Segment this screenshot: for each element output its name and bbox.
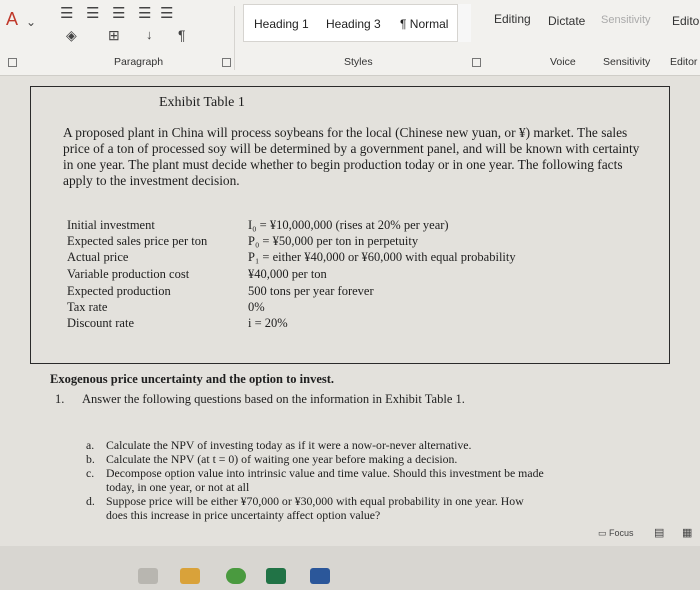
exhibit-title: Exhibit Table 1: [159, 95, 245, 110]
chevron-down-icon[interactable]: ⌄: [26, 15, 37, 29]
item-text: Calculate the NPV of investing today as if it were a now-or-never alternative.: [106, 438, 472, 452]
fact-value: I₀ = ¥10,000,000 (rises at 20% per year): [248, 218, 449, 232]
multilevel-list-icon[interactable]: ☰: [112, 5, 126, 22]
borders-icon[interactable]: ⊞: [108, 27, 120, 43]
fact-label: Tax rate: [67, 300, 108, 314]
align-icon[interactable]: ☰: [138, 5, 152, 22]
fact-label: Actual price: [67, 250, 129, 264]
paragraph-launcher-icon[interactable]: [222, 58, 231, 67]
read-mode-icon[interactable]: ▤: [654, 527, 665, 539]
item-letter: a.: [86, 438, 95, 452]
show-marks-icon[interactable]: ¶: [178, 27, 186, 43]
taskbar: [0, 546, 700, 590]
folder-app-icon[interactable]: [180, 568, 200, 584]
styles-group-label: Styles: [344, 56, 373, 68]
exhibit-table-box: [30, 86, 670, 364]
style-normal[interactable]: ¶ Normal: [400, 17, 449, 31]
exhibit-paragraph: A proposed plant in China will process soybeans for the local (Chinese new yuan, or ¥) market. The sales price of a ton of processed soy will be determined by a government panel, and will be known with certainty in one year. The plant must decide whether to begin production today or in one year. The following facts apply to the investment decision.: [63, 125, 640, 188]
shading-icon[interactable]: ◈: [66, 27, 77, 43]
item-letter: c.: [86, 466, 95, 480]
group-divider: [234, 6, 235, 70]
fact-label: Expected production: [67, 284, 171, 298]
dictate-button[interactable]: Dictate: [548, 14, 586, 28]
sensitivity-button[interactable]: Sensitivity: [601, 14, 651, 26]
styles-scroll[interactable]: [457, 4, 471, 42]
item-letter: d.: [86, 494, 95, 508]
font-launcher-icon[interactable]: [8, 58, 17, 67]
sort-icon[interactable]: ↓: [146, 27, 153, 42]
excel-app-icon[interactable]: [266, 568, 286, 584]
editor-group-label: Editor: [670, 56, 698, 68]
numbering-icon[interactable]: ☰: [86, 5, 100, 22]
fact-value: 0%: [248, 300, 265, 314]
item-text-cont: today, in one year, or not at all: [106, 480, 250, 494]
styles-launcher-icon[interactable]: [472, 58, 481, 67]
voice-group-label: Voice: [550, 56, 576, 68]
line-spacing-icon[interactable]: ☰: [160, 5, 174, 22]
document-page[interactable]: [0, 76, 700, 546]
fact-value: ¥40,000 per ton: [248, 267, 327, 281]
question-number: 1.: [55, 392, 65, 406]
fact-value: 500 tons per year forever: [248, 284, 374, 298]
fact-value: P₀ = ¥50,000 per ton in perpetuity: [248, 234, 419, 248]
editor-button[interactable]: Edito: [672, 14, 700, 28]
chrome-app-icon[interactable]: [226, 568, 246, 584]
focus-label: Focus: [609, 528, 634, 538]
style-heading-3[interactable]: Heading 3: [326, 17, 381, 31]
fact-value: i = 20%: [248, 316, 288, 330]
questions-heading: Exogenous price uncertainty and the option to invest.: [50, 372, 335, 386]
fact-label: Discount rate: [67, 316, 134, 330]
bullets-icon[interactable]: ☰: [60, 5, 74, 22]
sensitivity-group-label: Sensitivity: [603, 56, 651, 68]
fact-label: Variable production cost: [67, 267, 190, 281]
focus-button[interactable]: [598, 528, 634, 539]
paragraph-group-label: Paragraph: [114, 56, 164, 68]
question-text: Answer the following questions based on the information in Exhibit Table 1.: [82, 392, 465, 406]
item-text: Suppose price will be either ¥70,000 or ¥30,000 with equal probability in one year. How: [106, 494, 524, 508]
item-text-cont: does this increase in price uncertainty affect option value?: [106, 508, 381, 522]
fact-label: Expected sales price per ton: [67, 234, 208, 248]
item-text: Calculate the NPV (at t = 0) of waiting one year before making a decision.: [106, 452, 458, 466]
fact-label: Initial investment: [67, 218, 155, 232]
ribbon: [0, 0, 700, 76]
fact-value: P₁ = either ¥40,000 or ¥60,000 with equal probability: [248, 250, 516, 264]
item-text: Decompose option value into intrinsic value and time value. Should this investment be made: [106, 466, 544, 480]
status-bar: [0, 522, 700, 546]
font-color-icon[interactable]: A: [6, 9, 19, 29]
focus-icon: ▭: [598, 528, 610, 538]
style-heading-1[interactable]: Heading 1: [254, 17, 309, 31]
word-app-icon[interactable]: [310, 568, 330, 584]
print-layout-icon[interactable]: ▦: [682, 527, 693, 539]
styles-gallery[interactable]: [243, 4, 471, 42]
calendar-app-icon[interactable]: [138, 568, 158, 584]
item-letter: b.: [86, 452, 95, 466]
editing-button[interactable]: Editing: [494, 12, 531, 26]
